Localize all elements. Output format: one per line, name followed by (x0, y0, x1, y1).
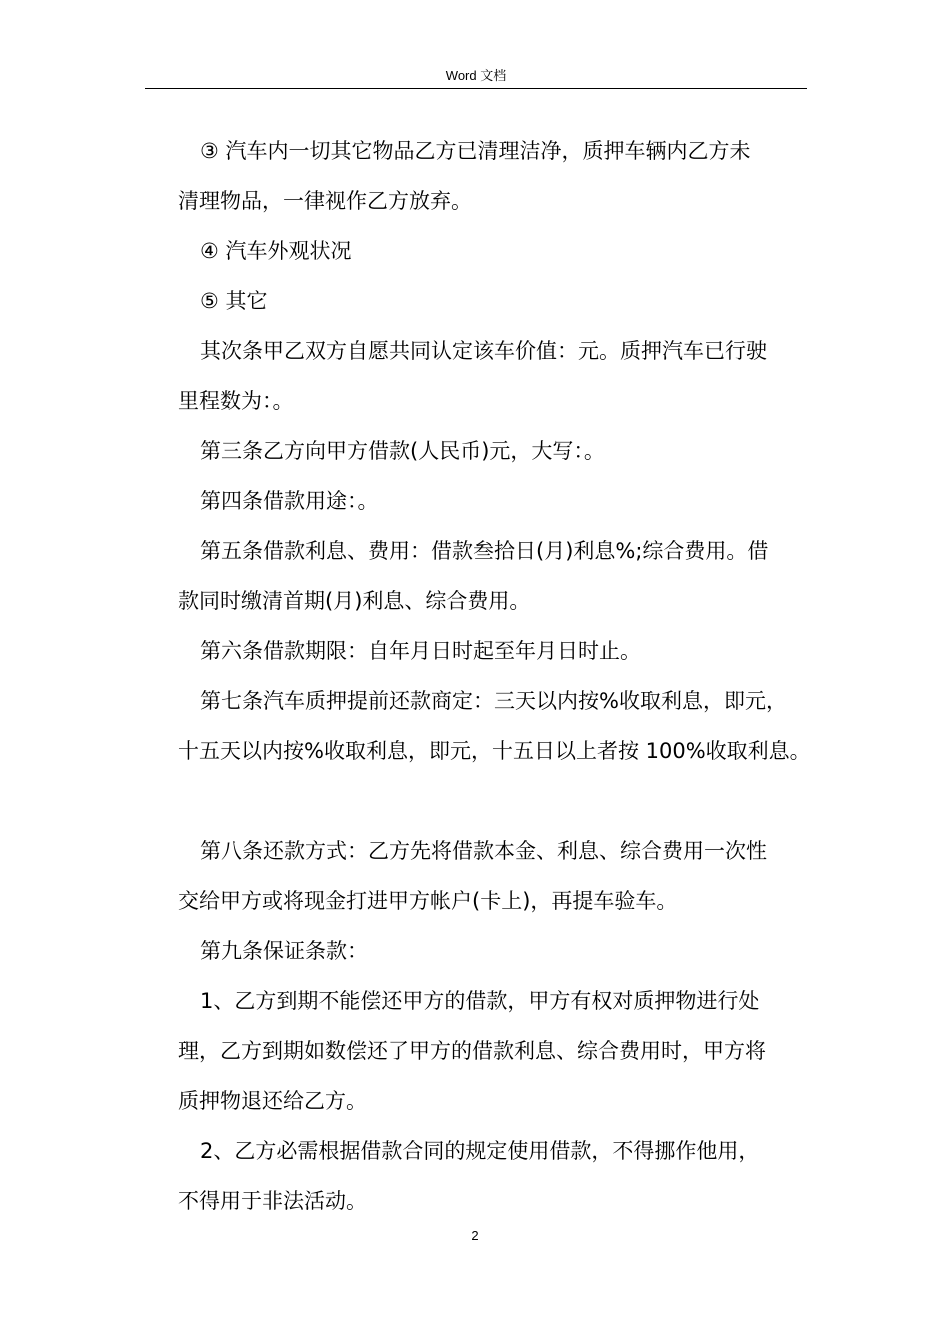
paragraph: 第六条借款期限：自年月日时起至年月日时止。 (200, 639, 641, 663)
paragraph: ⑤ 其它 (200, 289, 268, 313)
paragraph: 质押物退还给乙方。 (178, 1089, 367, 1113)
paragraph: 清理物品，一律视作乙方放弃。 (178, 189, 472, 213)
paragraph: 交给甲方或将现金打进甲方帐户(卡上)，再提车验车。 (178, 889, 678, 913)
paragraph: 第九条保证条款： (200, 939, 368, 963)
paragraph: 第三条乙方向甲方借款(人民币)元，大写：。 (200, 439, 605, 463)
paragraph: 款同时缴清首期(月)利息、综合费用。 (178, 589, 531, 613)
paragraph: 2、乙方必需根据借款合同的规定使用借款，不得挪作他用， (200, 1139, 760, 1163)
paragraph: 十五天以内按%收取利息，即元，十五日以上者按 100%收取利息。 (178, 739, 811, 763)
paragraph: 理，乙方到期如数偿还了甲方的借款利息、综合费用时，甲方将 (178, 1039, 766, 1063)
paragraph: ③ 汽车内一切其它物品乙方已清理洁净，质押车辆内乙方未 (200, 139, 751, 163)
document-body (178, 126, 818, 1226)
paragraph: 第五条借款利息、费用：借款叁拾日(月)利息%;综合费用。借 (200, 539, 769, 563)
paragraph: 不得用于非法活动。 (178, 1189, 367, 1213)
paragraph: 第七条汽车质押提前还款商定：三天以内按%收取利息，即元， (200, 689, 787, 713)
paragraph: ④ 汽车外观状况 (200, 239, 352, 263)
paragraph: 里程数为：。 (178, 389, 294, 413)
paragraph: 第八条还款方式：乙方先将借款本金、利息、综合费用一次性 (200, 839, 767, 863)
page-number: 2 (471, 1228, 479, 1243)
blank-line (178, 776, 818, 826)
paragraph: 其次条甲乙双方自愿共同认定该车价值：元。质押汽车已行驶 (200, 339, 767, 363)
paragraph: 第四条借款用途：。 (200, 489, 379, 513)
page-header: Word 文档 (445, 68, 507, 83)
paragraph: 1、乙方到期不能偿还甲方的借款，甲方有权对质押物进行处 (200, 989, 760, 1013)
header-divider (145, 88, 807, 89)
